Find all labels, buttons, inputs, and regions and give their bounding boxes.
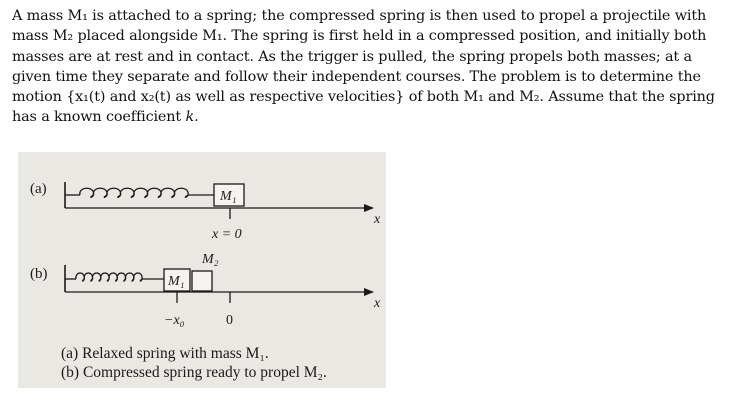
spring-a (80, 188, 188, 197)
spring-figure (18, 152, 386, 388)
problem-line: motion {x₁(t) and x₂(t) as well as respective velocities} of both M₁ and M₂. Assume that the spring (12, 89, 715, 106)
panel-a-label: (a) (30, 181, 47, 197)
mass2-label: M₂ (202, 252, 219, 267)
figure-caption (61, 345, 327, 382)
problem-line: mass M₂ placed alongside M₁. The spring is first held in a compressed position, and initially both (12, 28, 707, 45)
problem-line-last (12, 107, 750, 127)
problem-last-period: . (194, 109, 199, 126)
spring-constant-symbol: k (185, 109, 195, 126)
panel-b-label: (b) (30, 266, 48, 282)
caption-a: (a) Relaxed spring with mass M₁. (61, 345, 269, 362)
problem-line: given time they separate and follow their independent courses. The problem is to determine the (12, 68, 701, 85)
mass1-label-a: M₁ (220, 189, 237, 204)
zero-label: 0 (226, 313, 233, 328)
problem-line: A mass M₁ is attached to a spring; the compressed spring is then used to propel a projectile with (12, 8, 707, 24)
problem-line: masses are at rest and in contact. As the trigger is pulled, the spring propels both masses; at a (12, 48, 692, 65)
axis-label-b: x (374, 296, 381, 311)
axis-label-a: x (374, 212, 381, 227)
problem-last-text: has a known coefficient (12, 109, 186, 126)
mass2-block (192, 271, 212, 291)
x-zero-label: x = 0 (212, 227, 242, 242)
neg-x0-label: −x₀ (164, 313, 185, 328)
problem-statement (12, 6, 750, 128)
caption-b: (b) Compressed spring ready to propel M₂. (61, 363, 327, 381)
mass1-label-b: M₁ (168, 274, 185, 289)
spring-b (76, 273, 142, 281)
wall-b (65, 265, 373, 292)
